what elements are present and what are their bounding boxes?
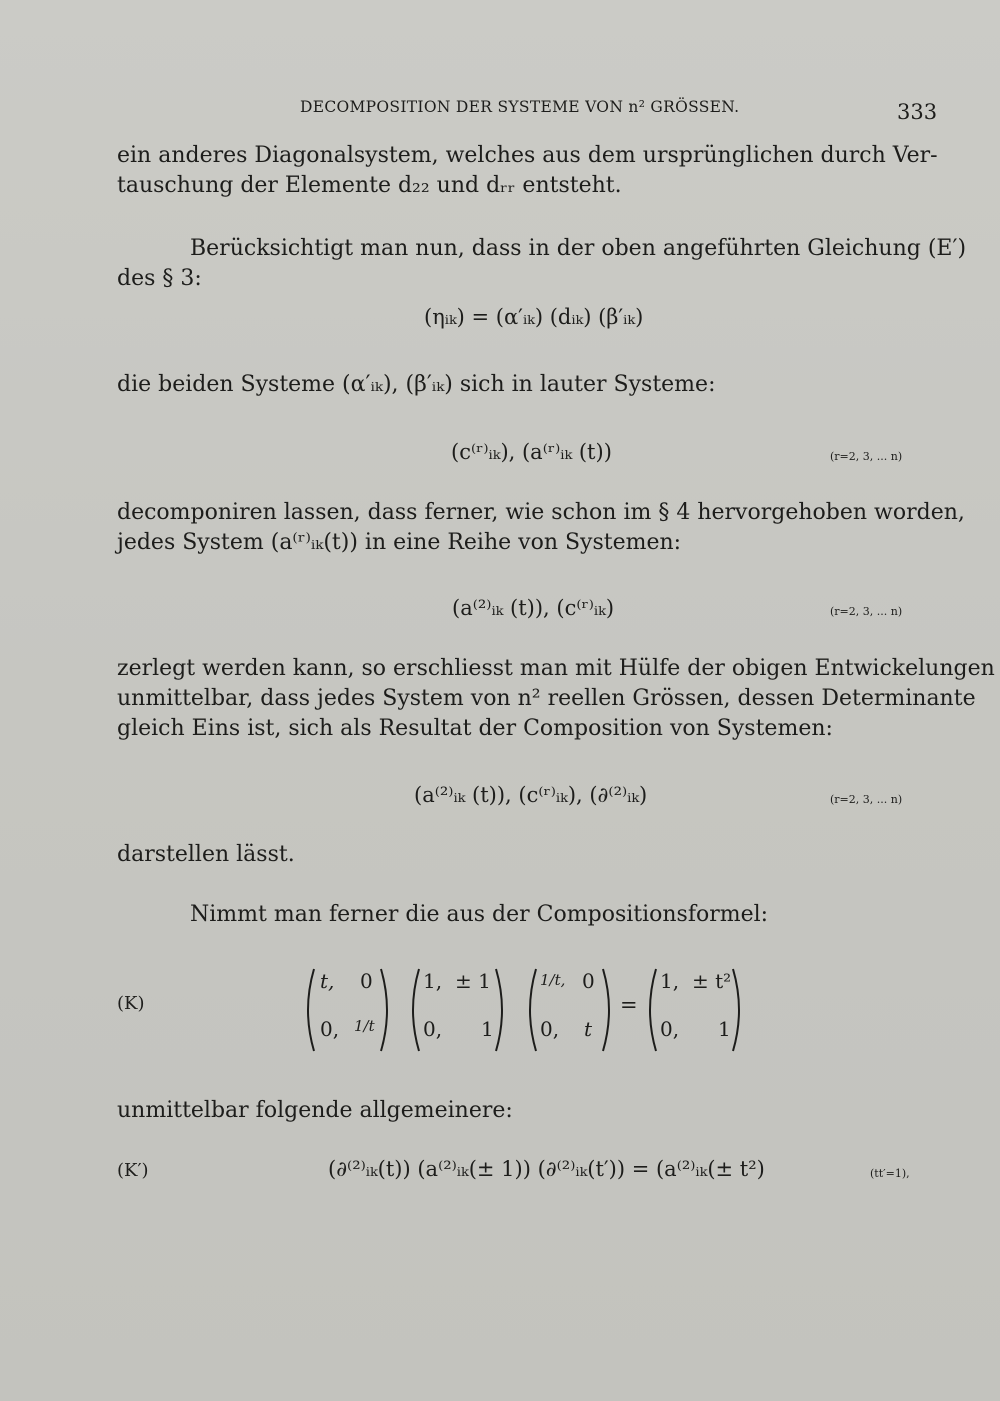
matrix-cell: 0, — [540, 1017, 560, 1041]
paragraph-4 — [117, 498, 965, 558]
text-line: ein anderes Diagonalsystem, welches aus dem ursprünglichen durch Ver- — [117, 143, 938, 168]
text-line: die beiden Systeme (α′ᵢₖ), (β′ᵢₖ) sich in lauter Systeme: — [117, 372, 716, 397]
text-line: jedes System (a⁽ʳ⁾ᵢₖ(t)) in eine Reihe von Systemen: — [117, 530, 682, 555]
paragraph-7 — [117, 900, 933, 930]
matrix-3 — [522, 965, 617, 1055]
matrix-cell: 1 — [481, 1017, 494, 1041]
matrix-cell: 0, — [423, 1017, 443, 1041]
paragraph-8 — [117, 1096, 933, 1126]
matrix-cell: 0 — [582, 969, 595, 993]
matrix-cell: 0, — [660, 1017, 680, 1041]
condition-label: (tt′=1), — [870, 1167, 910, 1180]
matrix-4 — [642, 965, 747, 1055]
matrix-cell: 1, — [423, 969, 443, 993]
matrix-cell: 0 — [360, 969, 373, 993]
condition-label: (r=2, 3, ... n) — [830, 605, 903, 618]
equation-label-K-prime: (K′) — [117, 1160, 149, 1181]
equation-label-K: (K) — [117, 993, 145, 1014]
matrix-cell: ± t² — [692, 969, 732, 993]
equation-K — [300, 965, 760, 1055]
matrix-cell: ± 1 — [455, 969, 491, 993]
paragraph-2 — [117, 234, 967, 294]
text-line: unmittelbar folgende allgemeinere: — [117, 1098, 513, 1123]
text-line: des § 3: — [117, 266, 202, 291]
matrix-cell: 1, — [660, 969, 680, 993]
equals-sign: = — [620, 993, 638, 1017]
matrix-cell: 1/t, — [540, 971, 566, 989]
matrix-cell: t, — [320, 969, 335, 993]
page-number: 333 — [897, 100, 938, 124]
matrix-cell: 0, — [320, 1017, 340, 1041]
matrix-2 — [405, 965, 510, 1055]
paragraph-5 — [117, 654, 995, 744]
text-line: unmittelbar, dass jedes System von n² reellen Grössen, dessen Determinante — [117, 686, 976, 711]
condition-label: (r=2, 3, ... n) — [830, 450, 903, 463]
equation-K-prime: (∂⁽²⁾ᵢₖ(t)) (a⁽²⁾ᵢₖ(± 1)) (∂⁽²⁾ᵢₖ(t′)) = (a⁽²⁾ᵢₖ(± t²) — [328, 1157, 765, 1181]
text-line: decomponiren lassen, dass ferner, wie schon im § 4 hervorgehoben worden, — [117, 500, 965, 525]
matrix-cell: t — [584, 1017, 593, 1041]
paragraph-6 — [117, 840, 933, 870]
matrix-parentheses — [522, 965, 617, 1055]
text-line: darstellen lässt. — [117, 842, 295, 867]
matrix-cell: 1 — [718, 1017, 731, 1041]
text-line: tauschung der Elemente d₂₂ und dᵣᵣ entsteht. — [117, 173, 622, 198]
paragraph-1 — [117, 141, 938, 201]
equation-a2-c: (a⁽²⁾ᵢₖ (t)), (c⁽ʳ⁾ᵢₖ) — [452, 596, 615, 620]
matrix-1 — [300, 965, 395, 1055]
matrix-cell: 1/t — [354, 1017, 375, 1035]
paragraph-3 — [117, 370, 933, 400]
matrix-parentheses — [300, 965, 395, 1055]
text-line: Berücksichtigt man nun, dass in der oben angeführten Gleichung (E′) — [190, 236, 967, 261]
text-line: zerlegt werden kann, so erschliesst man mit Hülfe der obigen Entwickelungen — [117, 656, 995, 681]
equation-three-systems: (a⁽²⁾ᵢₖ (t)), (c⁽ʳ⁾ᵢₖ), (∂⁽²⁾ᵢₖ) — [414, 783, 648, 807]
condition-label: (r=2, 3, ... n) — [830, 793, 903, 806]
equation-c-a: (c⁽ʳ⁾ᵢₖ), (a⁽ʳ⁾ᵢₖ (t)) — [451, 440, 612, 464]
equation-eta: (ηᵢₖ) = (α′ᵢₖ) (dᵢₖ) (β′ᵢₖ) — [424, 305, 644, 329]
text-line: Nimmt man ferner die aus der Compositionsformel: — [190, 902, 769, 927]
text-line: gleich Eins ist, sich als Resultat der Composition von Systemen: — [117, 716, 833, 741]
running-title: DECOMPOSITION DER SYSTEME VON n² GRÖSSEN. — [300, 98, 740, 116]
